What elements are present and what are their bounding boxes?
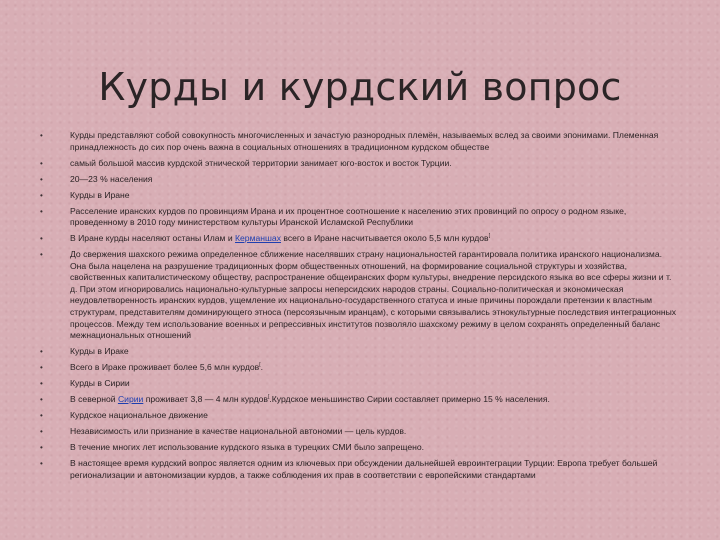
bullet-item [40, 190, 680, 202]
bullet-text: самый большой массив курдской этнической территории занимает юго-восток и восток Турции. [70, 157, 452, 168]
bullet-item [40, 362, 680, 374]
slide-title: Курды и курдский вопрос [98, 65, 622, 110]
bullet-item [40, 249, 680, 342]
bullet-text: . [260, 362, 264, 373]
footnote-marker[interactable]: [ [259, 362, 261, 369]
bullet-text: Курды в Сирии [70, 378, 130, 389]
bullet-text: Всего в Ираке проживает более 5,6 млн курдов [70, 362, 260, 373]
bullet-text: Расселение иранских курдов по провинциям Ирана и их процентное соотношение к населению этих провинций по опросу о родном языке, проведенному в 2010 году министерством культуры Иранской Исламской Республики [70, 205, 627, 228]
bullet-item [40, 394, 680, 406]
bullet-item [40, 158, 680, 170]
bullet-text: Курды в Иране [70, 189, 130, 200]
bullet-item [40, 233, 680, 245]
bullet-text: В северной [70, 394, 118, 405]
footnote-marker[interactable]: [ [267, 394, 270, 401]
bullet-text: В настоящее время курдский вопрос является одним из ключевых при обсуждении дальнейшей евроинтеграции Турции: Европа требует большей регионализации и автономизации курдов, а также соблюдения их прав в соответствии с европейскими стандартами [70, 458, 658, 480]
bullet-text: проживает 3,8 — 4 млн курдов [143, 394, 268, 405]
kermanshah-link[interactable]: Керманшах [235, 233, 281, 244]
bullet-item [40, 426, 680, 438]
footnote-marker[interactable]: [ [488, 233, 490, 240]
syria-link[interactable]: Сирии [117, 394, 144, 405]
bullet-text: Курдское национальное движение [70, 410, 208, 421]
bullet-item [40, 174, 680, 186]
bullet-text: В Иране курды населяют останы Илам и [70, 233, 236, 244]
bullet-item [40, 410, 680, 422]
bullet-item [40, 130, 680, 153]
bullet-text: всего в Иране насчитывается около 5,5 млн курдов [281, 233, 489, 244]
bullet-item [40, 206, 680, 229]
bullet-text: Курды представляют собой совокупность многочисленных и зачастую разнородных племён, называемых вслед за своими эпонимами. Племенная принадлежность до сих пор очень важна в социальных отношениях в традиционном курдском обществе [70, 130, 659, 152]
bullet-text: 20—23 % населения [70, 173, 153, 184]
bullet-item [40, 458, 680, 481]
bullet-item [40, 378, 680, 390]
bullet-text: Курды в Ираке [70, 346, 129, 357]
bullet-item [40, 346, 680, 358]
bullet-text: До свержения шахского режима определенное сближение населявших страну национальностей гарантировала политика иранского национализма. Она была нацелена на разрушение традиционных форм общественных отношений, на формирование социальной структуры и хозяйства, свойственных капиталистическому обществу, распространение общеиранских форм культуры, внедрение персидского языка во все сферы жизни и т. д. При этом игнорировались национально-культурные запросы неперсидских народов страны. Социально-политическая и экономическая неудовлетворенность иранских курдов, ущемление их национально-государственного статуса и иные причины порождали претензии к властным структурам, представителям доминирующего этноса (персоязычным иранцам), с которыми связывались этнокультурные последствия интеграционных процессов. Между тем использование военных и репрессивных институтов позволяло шахскому режиму в целом сохранять определенный баланс межнациональных отношений [70, 249, 677, 341]
bullet-item [40, 442, 680, 454]
bullet-text: В течение многих лет использование курдского языка в турецких СМИ было запрещено. [70, 442, 425, 453]
bullet-list [40, 130, 680, 486]
bullet-text: .Курдское меньшинство Сирии составляет примерно 15 % населения. [269, 394, 550, 405]
bullet-text: Независимость или признание в качестве национальной автономии — цель курдов. [70, 426, 407, 437]
